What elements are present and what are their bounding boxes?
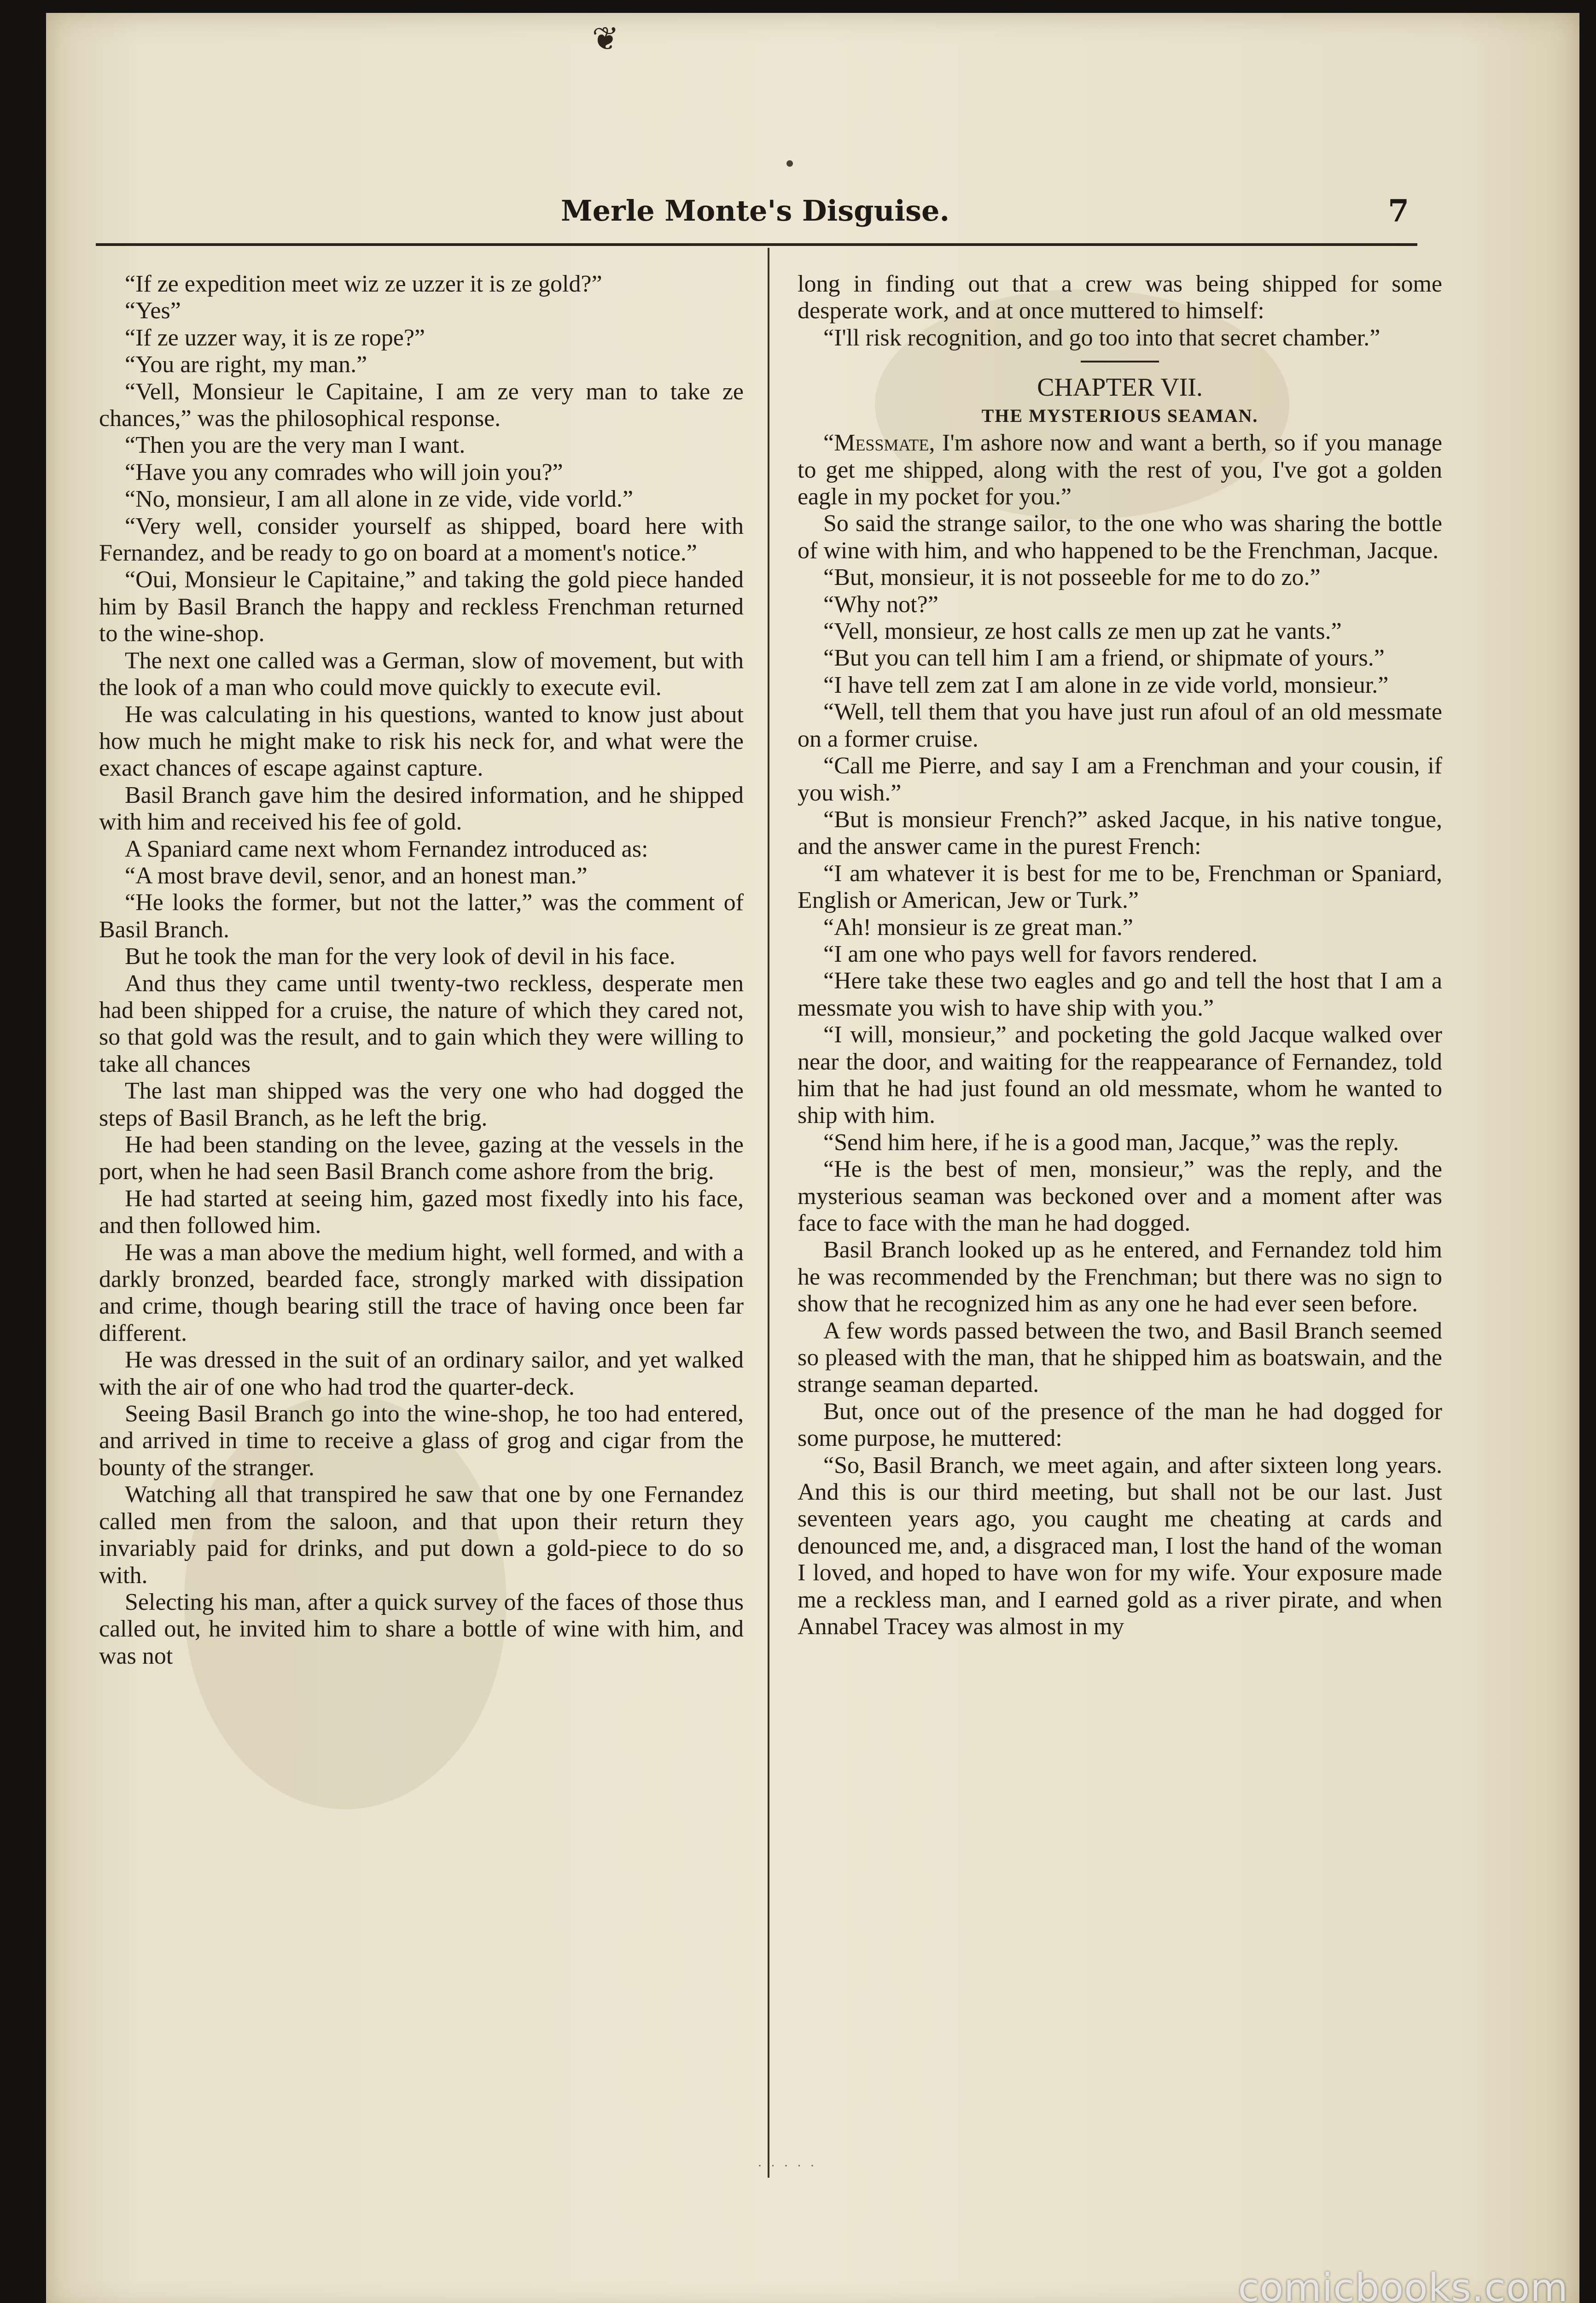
paragraph: “But you can tell him I am a friend, or shipmate of yours.” xyxy=(823,645,1385,672)
paragraph: “Ah! monsieur is ze great man.” xyxy=(823,914,1133,941)
paragraph: “Oui, Monsieur le Capitaine,” and taking the gold piece handed him by Basil Branch the happy and reckless Frenchman returned to the wine-shop. xyxy=(99,567,744,647)
paragraph: He had been standing on the levee, gazing at the vessels in the port, when he had seen Basil Branch come ashore from the brig. xyxy=(99,1132,744,1185)
paragraph: “Why not?” xyxy=(823,591,938,618)
paragraph: The last man shipped was the very one who had dogged the steps of Basil Branch, as he left the brig. xyxy=(99,1078,744,1131)
binding-hole xyxy=(786,160,793,167)
paragraph: The next one called was a German, slow of movement, but with the look of a man who could move quickly to execute evil. xyxy=(99,647,744,701)
paragraph: But, once out of the presence of the man he had dogged for some purpose, he muttered: xyxy=(798,1398,1442,1452)
paragraph: “Then you are the very man I want. xyxy=(125,432,466,459)
book-page xyxy=(46,13,1579,2303)
top-ornament-icon: ❦ xyxy=(592,20,619,58)
paragraph: A few words passed between the two, and Basil Branch seemed so pleased with the man, that he shipped him as boatswain, and the strange seaman departed. xyxy=(798,1317,1442,1398)
chapter-subheading: THE MYSTERIOUS SEAMAN. xyxy=(981,405,1258,427)
paragraph: He had started at seeing him, gazed most fixedly into his face, and then followed him. xyxy=(99,1185,744,1239)
paragraph: Watching all that transpired he saw that one by one Fernandez called men from the saloon, and that upon their return they invariably paid for drinks, and put down a gold-piece to do so with. xyxy=(99,1481,744,1589)
paragraph: “But, monsieur, it is not posseeble for me to do zo.” xyxy=(823,564,1321,591)
running-title: Merle Monte's Disguise. xyxy=(560,194,950,228)
paragraph: “I am one who pays well for favors rendered. xyxy=(823,941,1258,967)
paragraph: “Send him here, if he is a good man, Jacque,” was the reply. xyxy=(823,1129,1399,1156)
paragraph: And thus they came until twenty-two reckless, desperate men had been shipped for a cruise, the nature of which they cared not, so that gold was the result, and to gain which they were willing to take all chances xyxy=(99,970,744,1077)
paragraph: “I will, monsieur,” and pocketing the gold Jacque walked over near the door, and waiting for the reappearance of Fernandez, told him that he had just found an old messmate, whom he wanted to ship with him. xyxy=(798,1022,1442,1129)
footer-printer-mark: · · · · · xyxy=(757,2159,817,2173)
paragraph: “No, monsieur, I am all alone in ze vide, vide vorld.” xyxy=(125,486,634,513)
watermark: comicbooks.com xyxy=(1238,2265,1568,2303)
paragraph: So said the strange sailor, to the one who was sharing the bottle of wine with him, and who happened to be the Frenchman, Jacque. xyxy=(798,510,1442,564)
paragraph: He was a man above the medium hight, well formed, and with a darkly bronzed, bearded face, strongly marked with dissipation and crime, though bearing still the trace of having once been far different. xyxy=(99,1239,744,1346)
section-divider-rule xyxy=(1081,361,1159,362)
page-number: 7 xyxy=(1388,193,1409,229)
paragraph: “He looks the former, but not the latter,” was the comment of Basil Branch. xyxy=(99,889,744,943)
paragraph: “Call me Pierre, and say I am a Frenchman and your cousin, if you wish.” xyxy=(798,753,1442,806)
column-divider xyxy=(768,248,769,2178)
paragraph: Basil Branch looked up as he entered, and Fernandez told him he was recommended by the Frenchman; but there was no sign to show that he recognized him as any one he had ever seen before. xyxy=(798,1237,1442,1317)
running-header xyxy=(92,188,1418,239)
paragraph: “You are right, my man.” xyxy=(125,351,367,378)
paragraph: He was calculating in his questions, wanted to know just about how much he might make to risk his neck for, and what were the exact chances of escape against capture. xyxy=(99,701,744,782)
paragraph: “But is monsieur French?” asked Jacque, in his native tongue, and the answer came in the purest French: xyxy=(798,806,1442,860)
paragraph: But he took the man for the very look of devil in his face. xyxy=(125,943,676,970)
paragraph: “A most brave devil, senor, and an honest man.” xyxy=(125,862,588,889)
paragraph: He was dressed in the suit of an ordinary sailor, and yet walked with the air of one who had trod the quarter-deck. xyxy=(99,1347,744,1400)
paragraph: long in finding out that a crew was being shipped for some desperate work, and at once muttered to himself: xyxy=(798,271,1442,324)
paragraph: Basil Branch gave him the desired information, and he shipped with him and received his fee of gold. xyxy=(99,782,744,836)
right-column-top-paragraphs xyxy=(798,271,1442,351)
paragraph: “Vell, Monsieur le Capitaine, I am ze very man to take ze chances,” was the philosophical response. xyxy=(99,378,744,432)
paragraph: “Have you any comrades who will join you?” xyxy=(125,459,563,485)
paragraph: “Well, tell them that you have just run afoul of an old messmate on a former cruise. xyxy=(798,699,1442,752)
paragraph: “If ze expedition meet wiz ze uzzer it is ze gold?” xyxy=(125,271,602,297)
paragraph: Selecting his man, after a quick survey of the faces of those thus called out, he invited him to share a bottle of wine with him, and was not xyxy=(99,1589,744,1669)
right-column-paragraphs xyxy=(798,510,1442,1640)
paragraph: “Here take these two eagles and go and tell the host that I am a messmate you wish to have ship with you.” xyxy=(798,968,1442,1021)
header-rule xyxy=(96,243,1417,246)
paragraph: A Spaniard came next whom Fernandez introduced as: xyxy=(125,836,648,862)
opening-rest: , I'm ashore now and want a berth, so if you manage to get me shipped, along with the rest of you, I've got a golden eagle in my pocket for you.” xyxy=(798,430,1442,510)
paragraph: “If ze uzzer way, it is ze rope?” xyxy=(125,324,425,351)
paragraph: “I am whatever it is best for me to be, Frenchman or Spaniard, English or American, Jew or Turk.” xyxy=(798,860,1442,914)
paragraph: “So, Basil Branch, we meet again, and after sixteen long years. And this is our third meeting, but shall not be our last. Just seventeen years ago, you caught me cheating at cards and denounced me, and, a disgraced man, I lost the hand of the woman I loved, and hoped to have won for my wife. Your exposure made me a reckless man, and I earned gold as a river pirate, and when Annabel Tracey was almost in my xyxy=(798,1452,1442,1640)
opening-word: Messmate xyxy=(834,430,929,456)
left-text-column xyxy=(99,271,744,1670)
paragraph: “Vell, monsieur, ze host calls ze men up zat he vants.” xyxy=(823,618,1342,645)
paragraph: “I'll risk recognition, and go too into that secret chamber.” xyxy=(823,324,1380,351)
paragraph: “Yes” xyxy=(125,298,181,324)
paragraph: “Very well, consider yourself as shipped, board here with Fernandez, and be ready to go on board at a moment's notice.” xyxy=(99,513,744,567)
paragraph: Seeing Basil Branch go into the wine-shop, he too had entered, and arrived in time to receive a glass of grog and cigar from the bounty of the stranger. xyxy=(99,1401,744,1481)
chapter-heading: CHAPTER VII. xyxy=(1037,373,1203,402)
paragraph: “He is the best of men, monsieur,” was the reply, and the mysterious seaman was beckoned over and a moment after was face to face with the man he had dogged. xyxy=(798,1156,1442,1236)
paragraph: “I have tell zem zat I am alone in ze vide vorld, monsieur.” xyxy=(823,672,1389,698)
chapter-opening-paragraph: “Messmate, I'm ashore now and want a berth, so if you manage to get me shipped, along with the rest of you, I've got a golden eagle in my pocket for you.” xyxy=(798,430,1442,510)
right-text-column xyxy=(798,271,1442,1641)
